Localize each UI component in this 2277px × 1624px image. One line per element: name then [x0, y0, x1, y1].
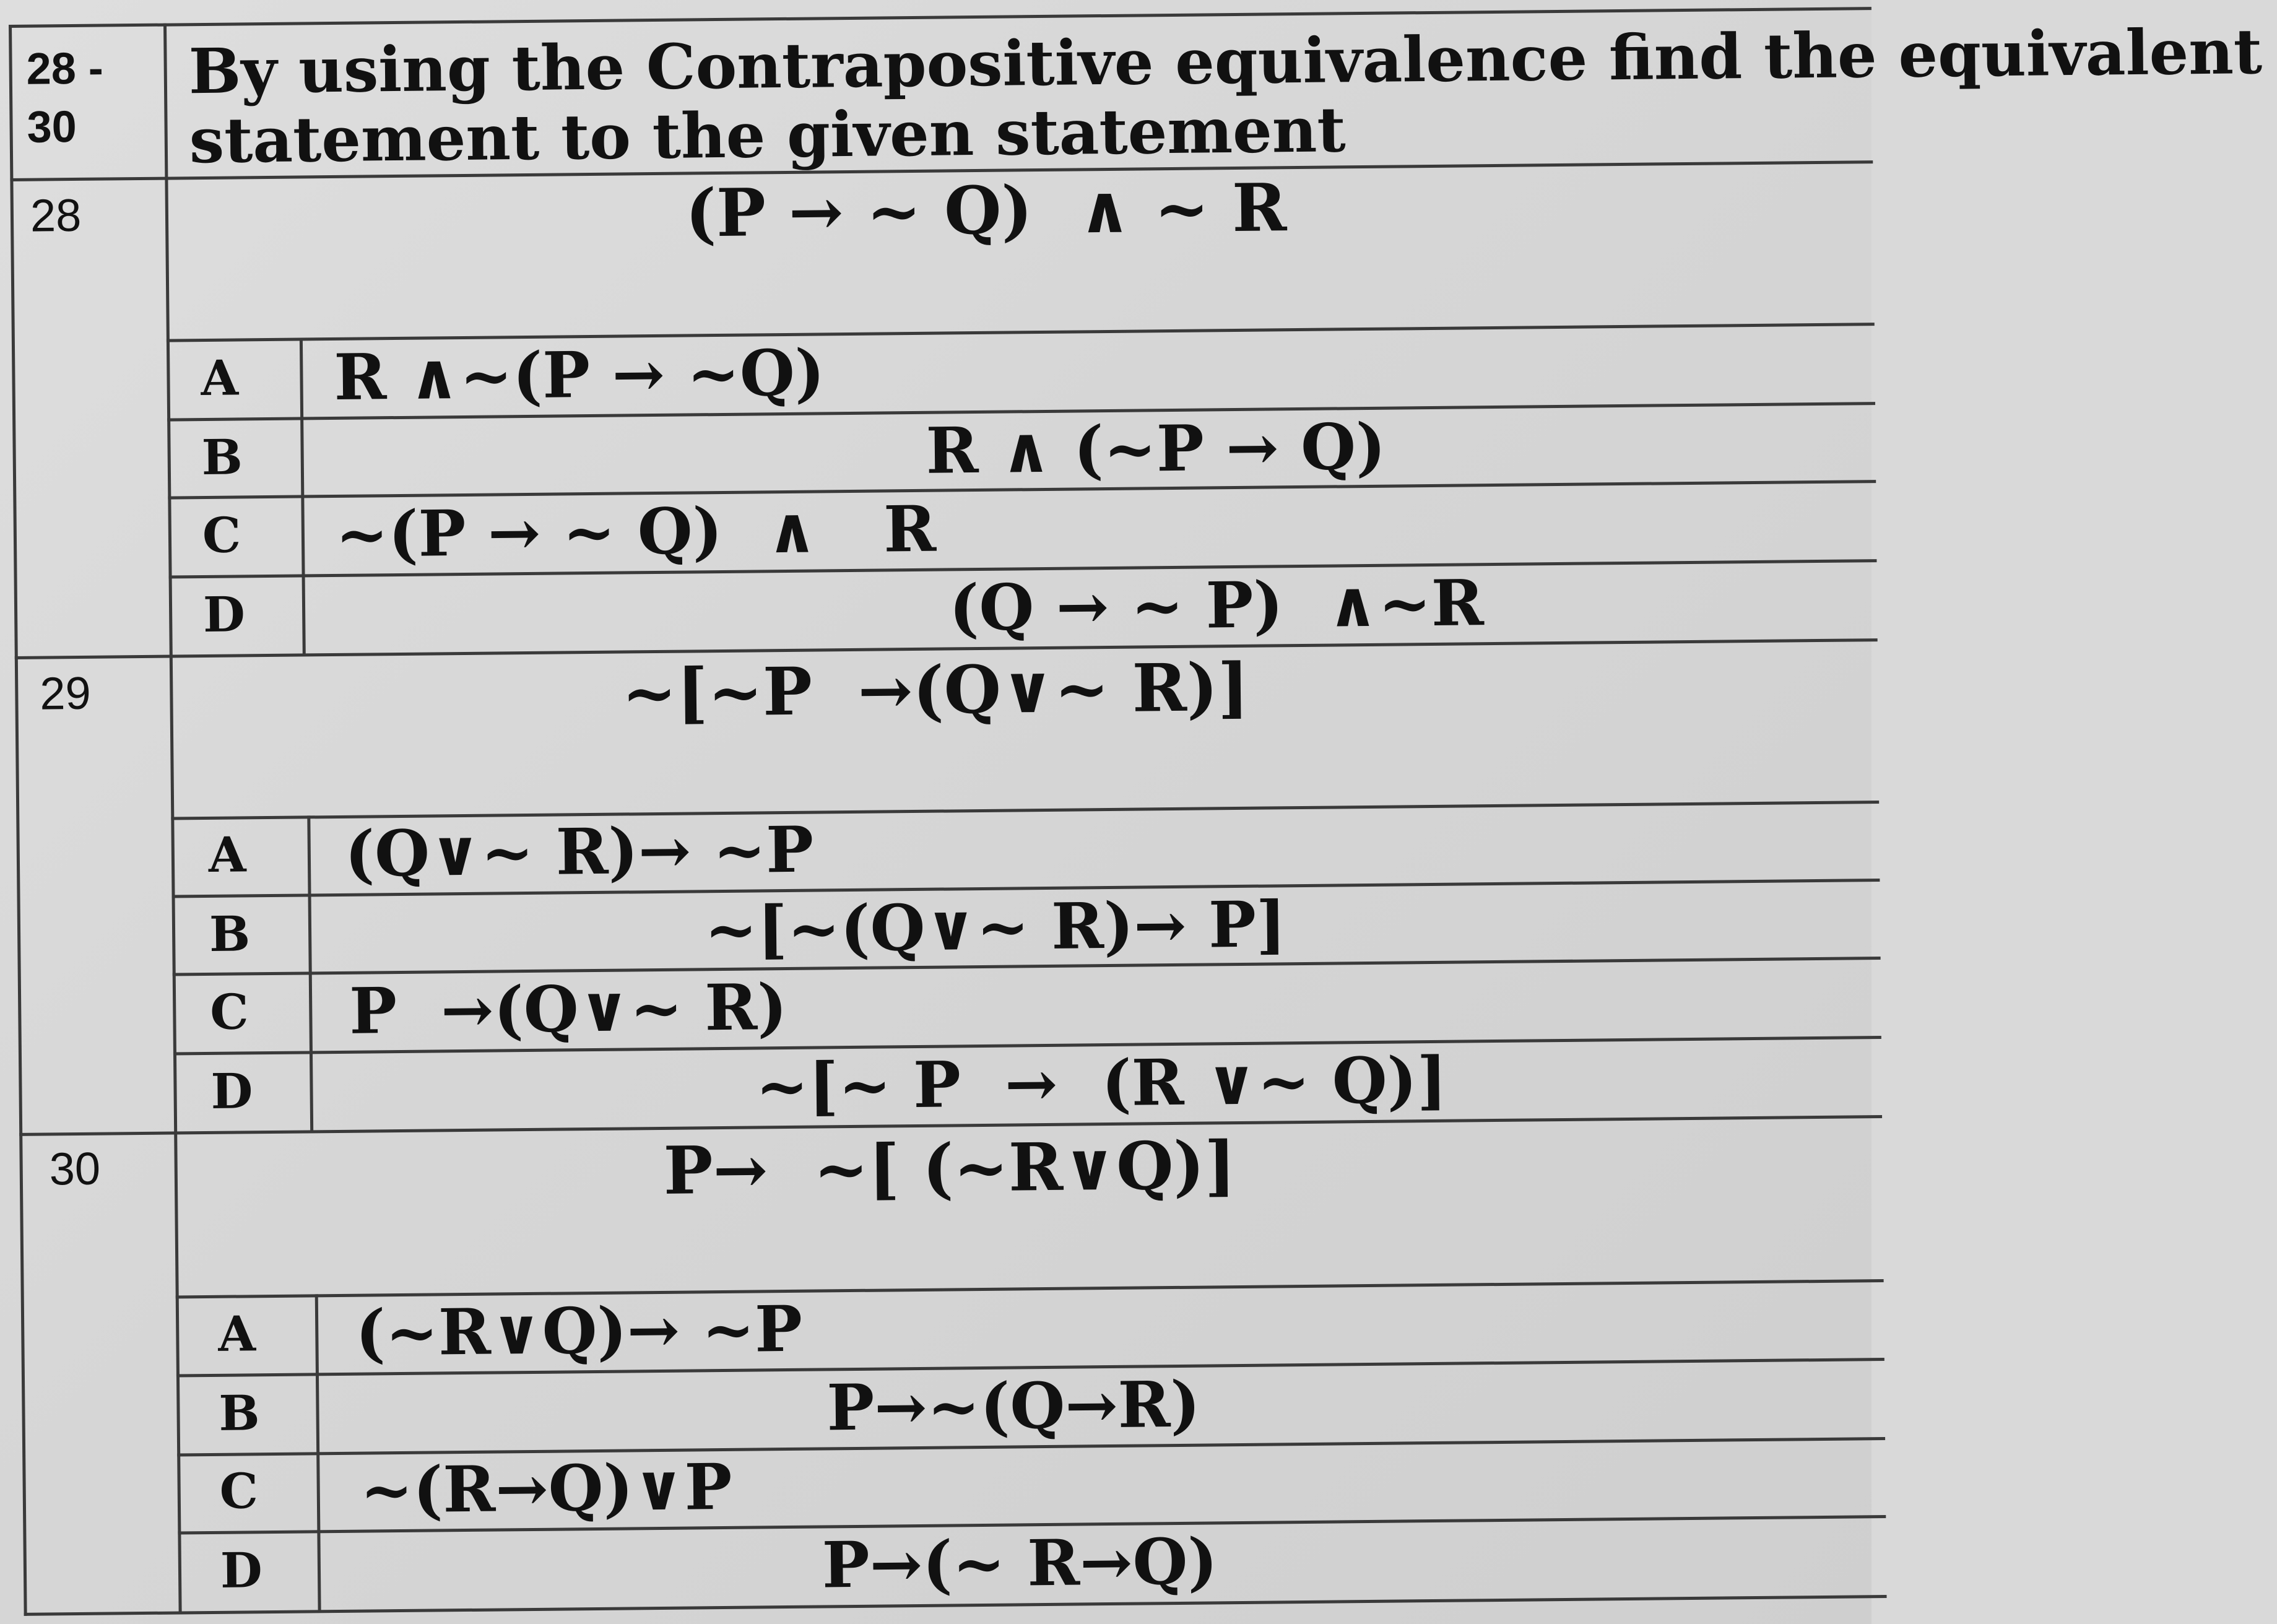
instruction-line2: statement to the given statement — [189, 93, 1347, 178]
q28-option-b-letter: B — [201, 429, 243, 487]
q28-option-b-text: R ∧ (~P → Q) — [926, 409, 1386, 489]
question-number-29: 29 — [39, 667, 92, 719]
q29-option-a-letter: A — [208, 827, 246, 884]
q29-option-a-text: (Q∨~ R)→ ~P — [344, 812, 814, 892]
q29-option-c-text: P →(Q∨~ R) — [349, 970, 788, 1049]
q29-option-b-letter: B — [209, 906, 251, 963]
question-28-statement: (P → ~ Q) ∧ ~ R — [685, 168, 1287, 252]
q28-option-a-text: R ∧~(P → ~Q) — [333, 336, 825, 415]
q29-option-d-text: ~[~ P → (R ∨~ Q)] — [755, 1043, 1447, 1124]
q28-option-c-text: ~(P → ~ Q) ∧ R — [335, 492, 937, 572]
table-border-left — [9, 25, 27, 1616]
q29-option-b-text: ~[~(Q∨~ R)→ P] — [704, 887, 1286, 968]
q28-option-d-letter: D — [202, 586, 246, 644]
question-table — [9, 7, 2263, 1616]
range-label-line1: 28 - — [26, 43, 104, 94]
q30-option-a-text: (~R∨Q)→ ~P — [355, 1292, 803, 1371]
q30-option-d-letter: D — [220, 1542, 263, 1599]
question-30-statement: P→ ~[ (~R∨Q)] — [663, 1126, 1236, 1209]
q30-option-c-text: ~(R→Q)∨P — [360, 1449, 732, 1528]
q28-option-a-letter: A — [201, 350, 239, 407]
q30-option-a-letter: A — [217, 1306, 256, 1363]
q30-option-d-text: P→(~ R→Q) — [822, 1524, 1218, 1603]
q30-option-c-letter: C — [219, 1463, 259, 1520]
question-number-28: 28 — [30, 189, 82, 241]
range-label-line2: 30 — [27, 102, 77, 152]
q28-option-c-letter: C — [202, 507, 241, 565]
q29-option-c-letter: C — [209, 984, 249, 1041]
q30-option-b-letter: B — [219, 1385, 260, 1442]
instruction-line1: By using the Contrapositive equivalence find the equivalent — [188, 15, 2263, 108]
q28-option-d-text: (Q → ~ P) ∧~R — [948, 566, 1485, 646]
q29-option-d-letter: D — [210, 1063, 253, 1120]
q30-option-b-text: P→~(Q→R) — [826, 1367, 1201, 1446]
question-29-statement: ~[~P →(Q∨~ R)] — [621, 648, 1249, 732]
question-number-30: 30 — [49, 1142, 101, 1195]
